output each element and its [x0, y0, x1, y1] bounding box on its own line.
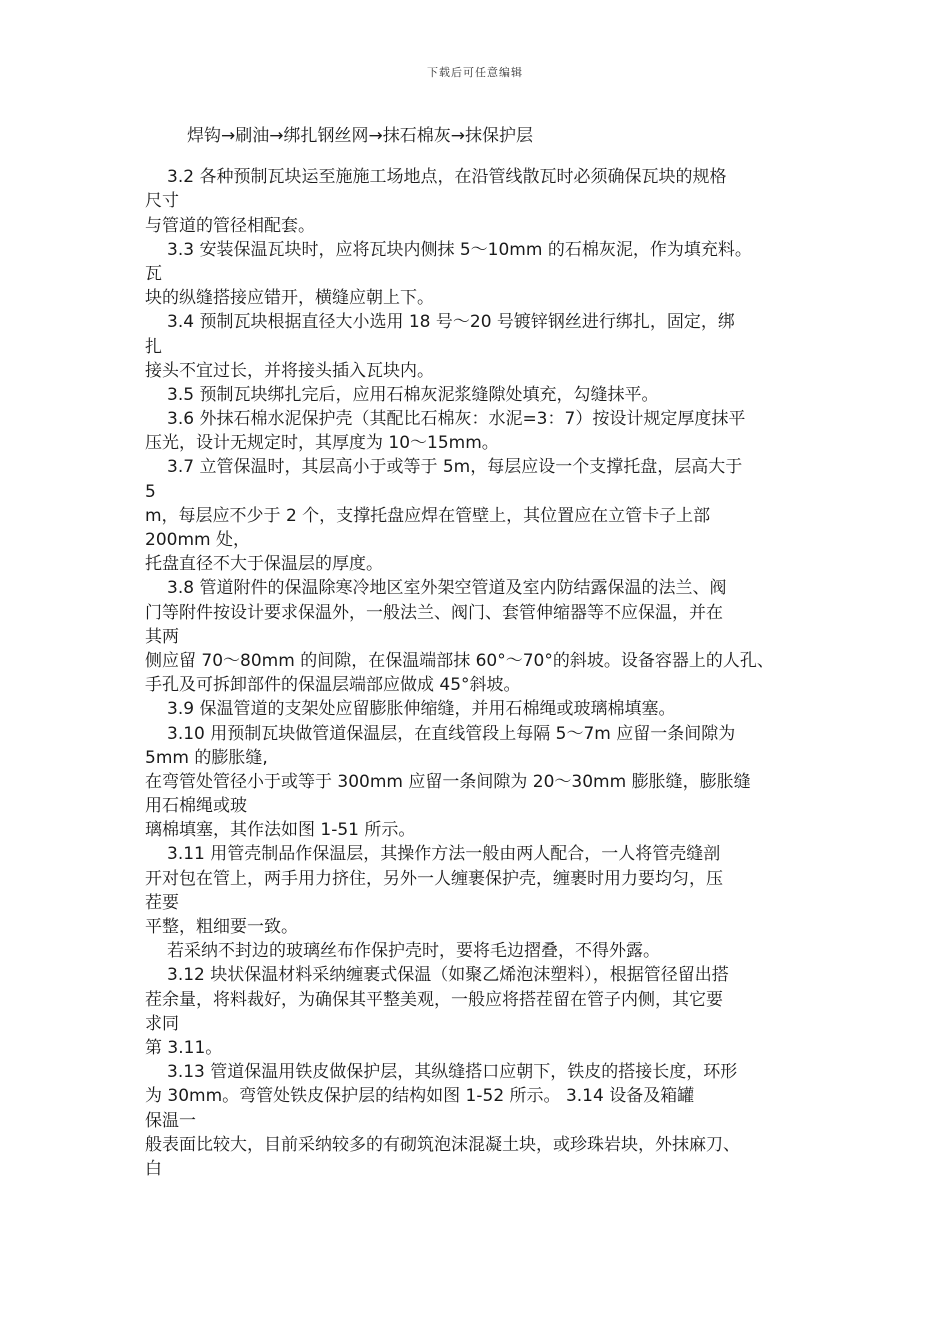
text-line: 3.8 管道附件的保温除寒冷地区室外架空管道及室内防结露保温的法兰、阀	[167, 578, 727, 599]
text-line: 3.5 预制瓦块绑扎完后，应用石棉灰泥浆缝隙处填充，勾缝抹平。	[167, 384, 659, 405]
text-line: 块的纵缝搭接应错开，横缝应朝上下。	[145, 288, 434, 309]
text-line: 3.6 外抹石棉水泥保护壳（其配比石棉灰：水泥=3：7）按设计规定厚度抹平	[167, 409, 746, 430]
text-line: 托盘直径不大于保温层的厚度。	[145, 554, 383, 575]
text-line: 3.7 立管保温时，其层高小于或等于 5m，每层应设一个支撑托盘，层高大于	[167, 457, 743, 478]
text-line: 200mm 处，	[145, 530, 250, 550]
text-line: 在弯管处管径小于或等于 300mm 应留一条间隙为 20～30mm 膨胀缝，膨胀缝	[145, 771, 751, 792]
text-line: 扎	[145, 336, 162, 357]
text-line: 3.11 用管壳制品作保温层，其操作方法一般由两人配合，一人将管壳缝剖	[167, 844, 721, 865]
text-line: 尺寸	[145, 191, 179, 212]
text-line: 3.9 保温管道的支架处应留膨胀伸缩缝，并用石棉绳或玻璃棉填塞。	[167, 699, 676, 720]
document-body	[145, 124, 825, 1181]
text-line: 与管道的管径相配套。	[145, 215, 315, 236]
text-line: 3.13 管道保温用铁皮做保护层，其纵缝搭口应朝下，铁皮的搭接长度，环形	[167, 1062, 738, 1083]
text-line: 3.12 块状保温材料采纳缠裹式保温（如聚乙烯泡沫塑料），根据管径留出搭	[167, 965, 729, 986]
text-line: 手孔及可拆卸部件的保温层端部应做成 45°斜坡。	[145, 675, 521, 696]
text-line: 茬要	[145, 892, 179, 913]
text-line: 求同	[145, 1013, 179, 1034]
text-line: 为 30mm。弯管处铁皮保护层的结构如图 1-52 所示。 3.14 设备及箱罐	[145, 1086, 695, 1107]
text-line: 3.3 安装保温瓦块时，应将瓦块内侧抹 5～10mm 的石棉灰泥，作为填充料。	[167, 239, 752, 260]
text-line: 焊钩→刷油→绑扎钢丝网→抹石棉灰→抹保护层	[187, 126, 533, 146]
text-line: 平整，粗细要一致。	[145, 917, 298, 937]
text-line: 般表面比较大，目前采纳较多的有砌筑泡沫混凝土块，或珍珠岩块，外抹麻刀、	[145, 1134, 740, 1155]
text-line: 5	[145, 481, 156, 502]
text-line: 接头不宜过长，并将接头插入瓦块内。	[145, 360, 434, 381]
text-line: 瓦	[145, 263, 162, 284]
text-line: 茬余量，将料裁好，为确保其平整美观，一般应将搭茬留在管子内侧，其它要	[145, 989, 723, 1010]
text-line: 其两	[145, 626, 179, 647]
text-line: 5mm 的膨胀缝,	[145, 747, 268, 768]
text-line: 3.10 用预制瓦块做管道保温层，在直线管段上每隔 5～7m 应留一条间隙为	[167, 723, 736, 744]
text-line: 门等附件按设计要求保温外，一般法兰、阀门、套管伸缩器等不应保温，并在	[145, 602, 723, 623]
text-line: 用石棉绳或玻	[145, 796, 247, 817]
text-line: 第 3.11。	[145, 1037, 223, 1058]
text-line: 压光，设计无规定时，其厚度为 10～15mm。	[145, 433, 499, 454]
text-line: 开对包在管上，两手用力挤住，另外一人缠裹保护壳，缠裹时用力要均匀，压	[145, 868, 723, 889]
text-line: 侧应留 70～80mm 的间隙，在保温端部抹 60°～70°的斜坡。设备容器上的人孔、	[145, 650, 774, 671]
text-line: 3.4 预制瓦块根据直径大小选用 18 号～20 号镀锌钢丝进行绑扎，固定，绑	[167, 312, 735, 333]
text-line: 保温一	[145, 1110, 196, 1131]
page-header: 下载后可任意编辑	[427, 66, 523, 79]
text-line: 璃棉填塞，其作法如图 1-51 所示。	[145, 820, 416, 841]
text-line: m，每层应不少于 2 个，支撑托盘应焊在管壁上，其位置应在立管卡子上部	[145, 505, 711, 526]
text-line: 若采纳不封边的玻璃丝布作保护壳时，要将毛边摺叠，不得外露。	[167, 941, 660, 962]
text-line: 3.2 各种预制瓦块运至施施工场地点，在沿管线散瓦时必须确保瓦块的规格	[167, 167, 727, 188]
text-line: 白	[145, 1158, 162, 1179]
